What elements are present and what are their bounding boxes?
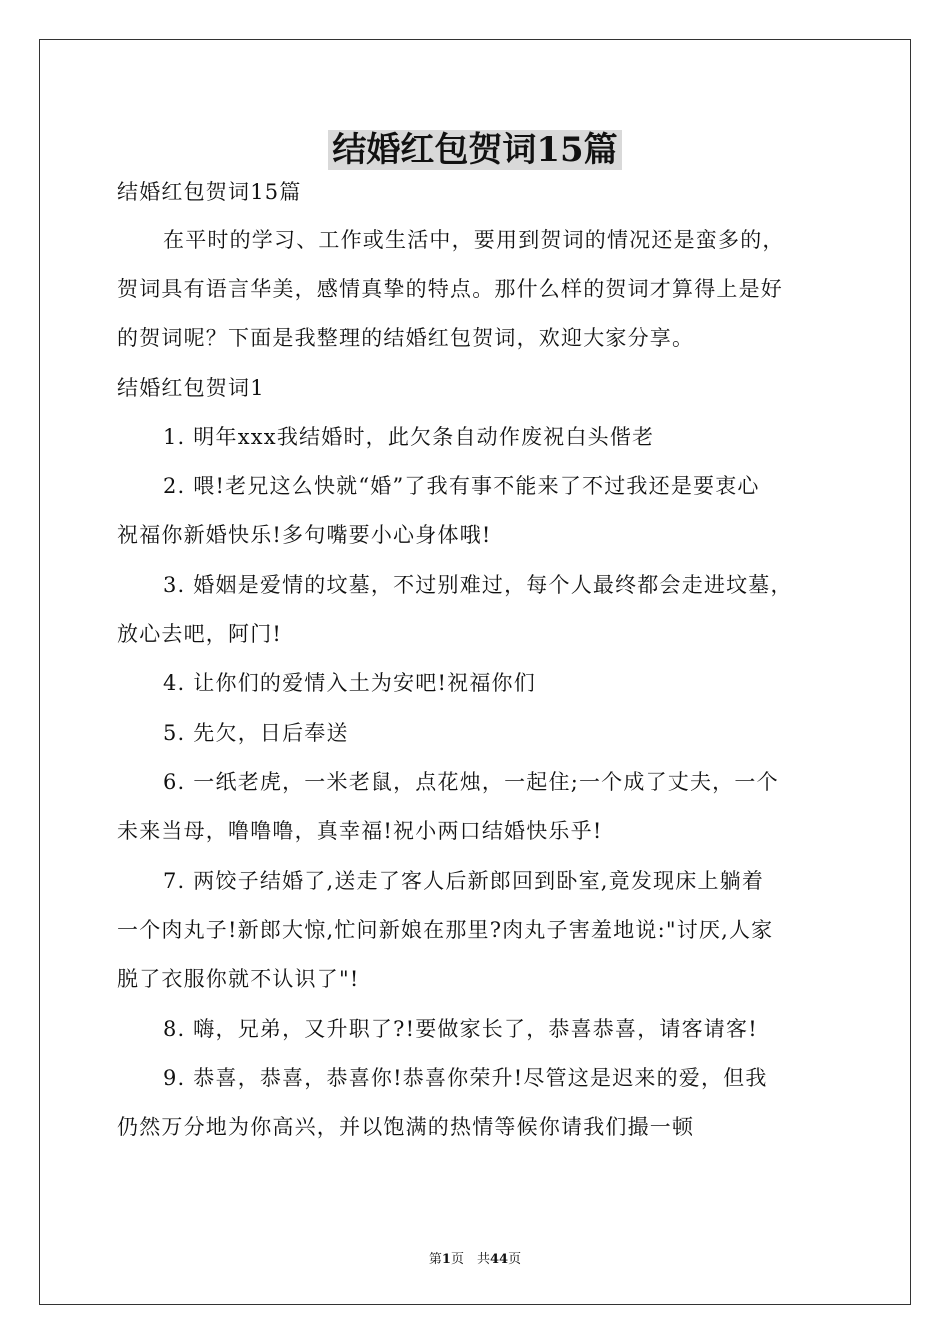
text-line: 6. 一纸老虎，一米老鼠，点花烛，一起住;一个成了丈夫，一个	[163, 770, 779, 794]
text-line: 的贺词呢？下面是我整理的结婚红包贺词，欢迎大家分享。	[117, 326, 695, 350]
text-line: 一个肉丸子!新郎大惊,忙问新娘在那里?肉丸子害羞地说:"讨厌,人家	[117, 918, 774, 942]
document-title-wrap	[0, 128, 950, 172]
text-line: 8. 嗨，兄弟，又升职了?!要做家长了，恭喜恭喜，请客请客!	[163, 1017, 758, 1041]
text-line: 9. 恭喜，恭喜，恭喜你!恭喜你荣升!尽管这是迟来的爱，但我	[163, 1066, 768, 1090]
document-title: 结婚红包贺词15篇	[328, 130, 621, 170]
text-line: 1. 明年xxx我结婚时，此欠条自动作废祝白头偕老	[163, 425, 655, 449]
text-line: 祝福你新婚快乐!多句嘴要小心身体哦!	[117, 523, 492, 547]
text-line: 仍然万分地为你高兴，并以饱满的热情等候你请我们撮一顿	[117, 1115, 695, 1139]
text-line: 脱了衣服你就不认识了"!	[117, 967, 360, 991]
text-line: 7. 两饺子结婚了,送走了客人后新郎回到卧室,竟发现床上躺着	[163, 869, 765, 893]
text-line: 未来当母，噜噜噜，真幸福!祝小两口结婚快乐乎!	[117, 819, 603, 843]
text-line: 结婚红包贺词15篇	[117, 180, 302, 204]
text-line: 结婚红包贺词1	[117, 376, 265, 400]
footer-mid: 页 共	[450, 1252, 490, 1267]
footer-page-number: 1	[441, 1252, 451, 1267]
page-footer	[0, 1248, 950, 1267]
text-line: 放心去吧，阿门!	[117, 622, 283, 646]
text-line: 2. 喂!老兄这么快就“婚”了我有事不能来了不过我还是要衷心	[163, 474, 760, 498]
text-line: 3. 婚姻是爱情的坟墓，不过别难过，每个人最终都会走进坟墓，	[163, 573, 793, 597]
text-line: 5. 先欠，日后奉送	[163, 721, 349, 745]
text-line: 贺词具有语言华美，感情真挚的特点。那什么样的贺词才算得上是好	[117, 277, 783, 301]
footer-prefix: 第	[428, 1252, 442, 1267]
text-line: 在平时的学习、工作或生活中，要用到贺词的情况还是蛮多的，	[163, 228, 785, 252]
footer-suffix: 页	[508, 1252, 522, 1267]
footer-total-pages: 44	[489, 1252, 509, 1267]
text-line: 4. 让你们的爱情入土为安吧!祝福你们	[163, 671, 536, 695]
